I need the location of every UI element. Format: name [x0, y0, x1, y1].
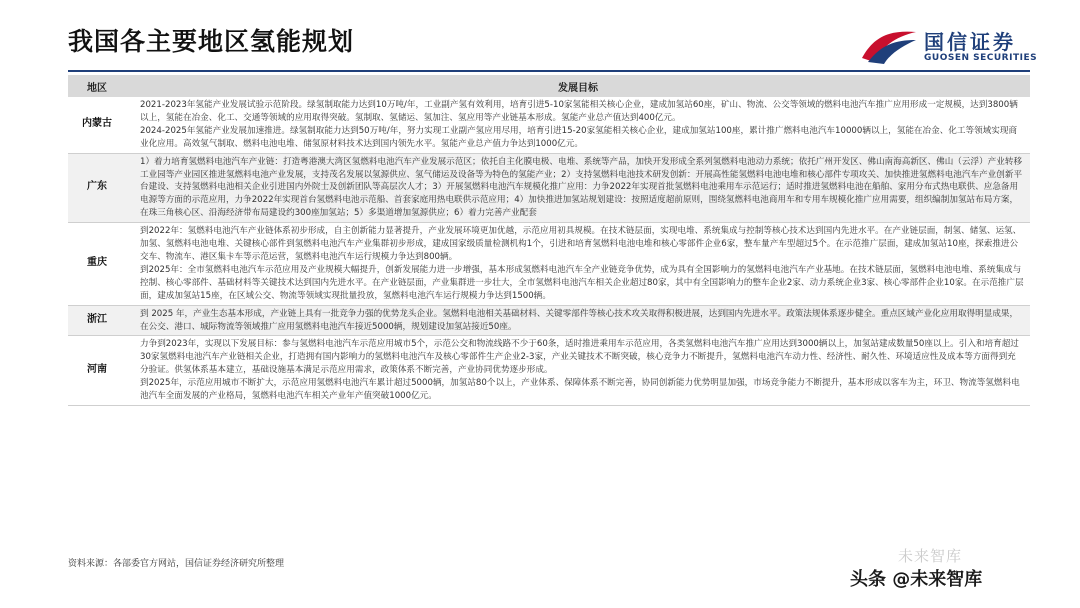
table-row-henan: [68, 336, 1030, 406]
source-note: 资料来源：各部委官方网站，国信证券经济研究所整理: [68, 559, 285, 569]
title-divider: [68, 70, 1030, 72]
region-cell: 广东: [68, 153, 126, 223]
guosen-logo-icon: [860, 28, 918, 66]
table-row-zhejiang: [68, 305, 1030, 336]
header-region: 地区: [68, 75, 126, 97]
logo-name-en: GUOSEN SECURITIES: [924, 53, 1038, 63]
logo-name-cn: 国信证券: [924, 30, 1016, 54]
goal-paragraph: 力争到2023年，实现以下发展目标：参与氢燃料电池汽车示范应用城市5个，示范公交和物流线路不少于60条，适时推进乘用车示范应用，各类氢燃料电池汽车推广应用达到3000辆以上，加氢站建成数量50座以上。引入和培育超过30家氢燃料电池汽车产业链相关企业，打造拥有国内影响力的氢燃料电池汽车及核心零部件生产企业2-3家，产业关键技术不断突破，核心竞争力不断提升，氢燃料电池汽车动力性、经济性、耐久性、环境适应性及成本等方面得到充分验证。供氢体系基本建立，基础设施基本满足示范应用需求，政策体系不断完善，产业协同优势逐步形成。: [140, 339, 1019, 376]
table-row-neimenggu: [68, 97, 1030, 153]
guosen-logo: [860, 26, 1040, 68]
header-goals: 发展目标: [126, 75, 1030, 97]
page-title: 我国各主要地区氢能规划: [68, 27, 355, 56]
goal-paragraph: 到2025年，示范应用城市不断扩大，示范应用氢燃料电池汽车累计超过5000辆，加氢站80个以上，产业体系、保障体系不断完善，协同创新能力优势明显加强，市场竞争能力不断提升，基本形成以客车为主，环卫、物流等氢燃料电池汽车全面发展的产业格局，氢燃料电池汽车相关产业年产值突破1000亿元。: [140, 378, 1020, 402]
goal-paragraph: 2024-2025年氢能产业发展加速推进。绿氢制取能力达到50万吨/年，努力实现工业副产氢应用尽用，培育引进15-20家氢能相关核心企业，建成加氢站100座，累计推广燃料电池汽车10000辆以上，氢能在冶金、化工等领域实现商业化应用。高效氢气制取、燃料电池电堆、储氢原材料技术达到国内领先水平。氢能产业总产值力争达到1000亿元。: [140, 125, 1018, 149]
watermark-faint: 未来智库: [898, 547, 963, 565]
region-cell: 重庆: [68, 223, 126, 305]
goal-cell: [126, 305, 1030, 336]
goal-paragraph: 到2022年：氢燃料电池汽车产业链体系初步形成，自主创新能力显著提升，产业发展环境更加优越，示范应用初具规模。在技术链层面，实现电堆、系统集成与控制等核心技术达到国内先进水平。在产业链层面，制氢、储氢、运氢、加氢、氢燃料电池电堆、关键核心部件到氢燃料电池汽车产业集群初步形成，建成国家级质量检测机构1个，引进和培育氢燃料电池电堆和核心零部件企业6家，整车量产车型超过5个。在示范推广层面，建成加氢站10座，探索推进公交车、物流车、港区集卡车等示范运营，氢燃料电池汽车运行规模力争达到800辆。: [140, 226, 1022, 262]
goal-paragraph: 到 2025 年，产业生态基本形成，产业链上具有一批竞争力强的优势龙头企业。氢燃料电池相关基础材料、关键零部件等核心技术攻关取得积极进展，达到国内先进水平。政策法规体系逐步健全。重点区域产业化应用取得明显成果，在公交、港口、城际物流等领域推广应用氢燃料电池汽车接近5000辆，规划建设加氢站接近50座。: [140, 308, 1019, 332]
goal-cell: [126, 336, 1030, 406]
table-header-row: [68, 75, 1030, 97]
region-cell: 河南: [68, 336, 126, 406]
goal-cell: [126, 97, 1030, 153]
watermark: 头条 @未来智库: [850, 569, 983, 590]
region-cell: 内蒙古: [68, 97, 126, 153]
goal-cell: [126, 153, 1030, 223]
table-row-guangdong: [68, 153, 1030, 223]
hydrogen-plan-table: [68, 75, 1030, 406]
goal-cell: [126, 223, 1030, 305]
region-cell: 浙江: [68, 305, 126, 336]
goal-paragraph: 1）着力培育氢燃料电池汽车产业链：打造粤港澳大湾区氢燃料电池汽车产业发展示范区；依托自主化膜电极、电堆、系统等产品，加快开发形成全系列氢燃料电池动力系统；依托广州开发区、佛山南海高新区、佛山（云浮）产业转移工业园等产业园区推进氢燃料电池产业发展，支持茂名发展以氢源供应、氢气储运及设备等为特色的氢能产业；2）支持氢燃料电池技术研发创新：开展高性能氢燃料电池电堆和核心部件专项攻关、加快推进氢燃料电池汽车产业创新平台建设、支持氢燃料电池相关企业引进国内外院士及创新团队等高层次人才；3）开展氢燃料电池汽车规模化推广应用：力争2022年实现首批氢燃料电池乘用车示范运行；适时推进氢燃料电池在船舶、家用分布式热电联供、应急备用电源等方面的示范应用，力争2022年实现首台氢燃料电池示范船、首套家庭用热电联供示范应用；4）加快推进加氢站规划建设：按照适度超前原则，围绕氢燃料电池商用车和专用车规模化推广应用需要，组织编制加氢站布局方案，在珠三角核心区、沿海经济带布局建设约300座加氢站；5）多渠道增加氢源供应；6）着力完善产业配套: [140, 156, 1023, 219]
table-row-chongqing: [68, 223, 1030, 305]
goal-paragraph: 2021-2023年氢能产业发展试验示范阶段。绿氢制取能力达到10万吨/年，工业副产氢有效利用，培育引进5-10家氢能相关核心企业，建成加氢站60座，矿山、物流、公交等领域的燃料电池汽车推广应用形成一定规模，达到3800辆以上，氢能在冶金、化工、交通等领域的应用取得突破。氢制取、氢储运、氢加注、氢应用等产业链基本形成。氢能产业总产值达到400亿元。: [140, 100, 1018, 123]
goal-paragraph: 到2025年：全市氢燃料电池汽车示范应用及产业规模大幅提升，创新发展能力进一步增强，基本形成氢燃料电池汽车全产业链竞争优势，成为具有全国影响力的氢燃料电池汽车产业基地。在技术链层面，氢燃料电池电堆、系统集成与控制、核心零部件、基础材料等关键技术达到国内先进水平。在产业链层面，产业集群进一步壮大，全市氢燃料电池汽车相关企业超过80家，其中有全国影响力的整车企业2家、动力系统企业3家、核心零部件企业10家。在示范推广层面，建成加氢站15座，在区域公交、物流等领域实现批量投放，氢燃料电池汽车运行规模力争达到1500辆。: [140, 264, 1024, 301]
